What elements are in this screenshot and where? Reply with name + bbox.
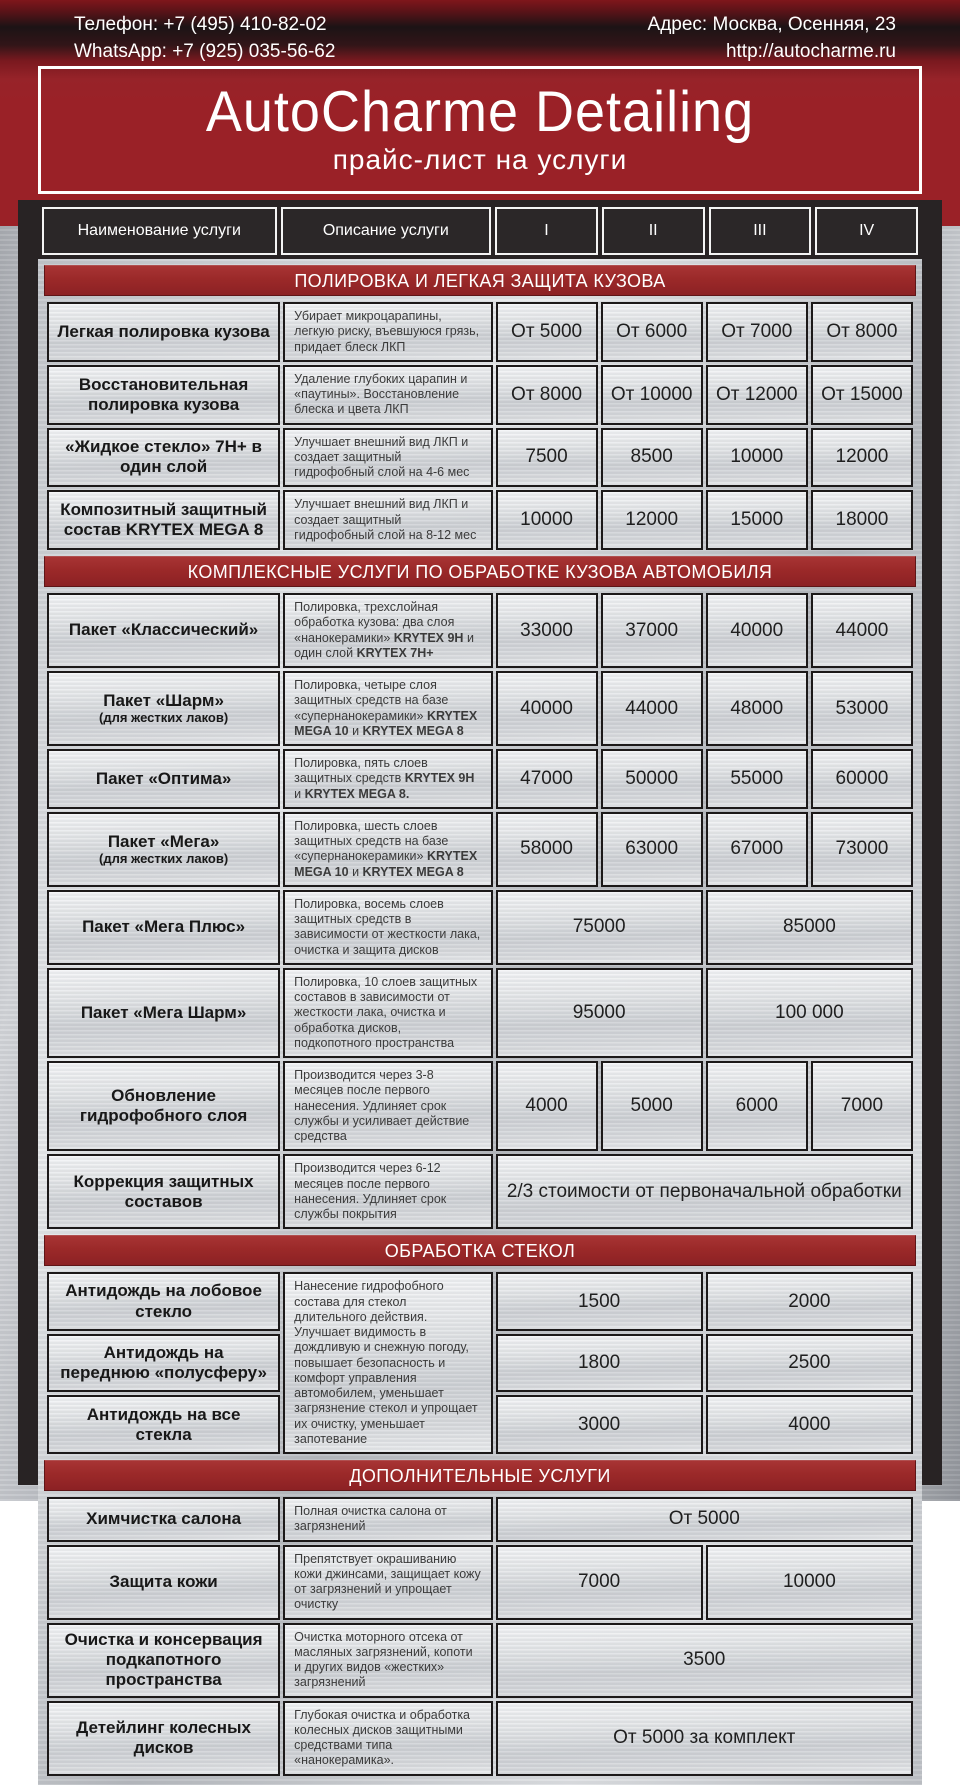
price-value: 60000	[811, 749, 913, 809]
section-banner: КОМПЛЕКСНЫЕ УСЛУГИ ПО ОБРАБОТКЕ КУЗОВА АВТОМОБИЛЯ	[44, 556, 916, 587]
service-name: Защита кожи	[47, 1545, 280, 1620]
price-value: 7000	[496, 1545, 703, 1620]
service-description: Полировка, восемь слоев защитных средств в зависимости от жесткости лака, очистка и защита дисков	[283, 890, 492, 965]
service-name: Композитный защитный состав KRYTEX MEGA 8	[47, 490, 280, 550]
table-row	[47, 749, 913, 809]
service-name: Пакет «Классический»	[47, 593, 280, 668]
title-box	[38, 66, 922, 194]
price-value: 50000	[601, 749, 703, 809]
service-description: Глубокая очистка и обработка колесных дисков защитными средствами типа «нанокерамика».	[283, 1701, 492, 1776]
price-value: От 5000 за комплект	[496, 1701, 913, 1776]
price-value: 85000	[706, 890, 913, 965]
price-value: 15000	[706, 490, 808, 550]
service-name: Химчистка салона	[47, 1497, 280, 1542]
section-banner: ДОПОЛНИТЕЛЬНЫЕ УСЛУГИ	[44, 1460, 916, 1491]
column-header-class-3: III	[709, 207, 812, 255]
price-value: От 15000	[811, 365, 913, 425]
price-value: От 8000	[496, 365, 598, 425]
price-value: 44000	[811, 593, 913, 668]
service-description: Улучшает внешний вид ЛКП и создает защитный гидрофобный слой на 8-12 мес	[283, 490, 492, 550]
contact-block-left	[74, 11, 335, 65]
service-name: Очистка и консервация подкапотного пространства	[47, 1623, 280, 1698]
price-value: 6000	[706, 1061, 808, 1151]
price-value: 5000	[601, 1061, 703, 1151]
service-description: Полировка, трехслойная обработка кузова: два слоя «нанокерамики» KRYTEX 9H и один слой KRYTEX 7H+	[283, 593, 492, 668]
price-value: 33000	[496, 593, 598, 668]
table-row	[47, 1497, 913, 1542]
service-name: Обновление гидрофобного слоя	[47, 1061, 280, 1151]
header-row	[42, 207, 918, 255]
price-value: 2/3 стоимости от первоначальной обработки	[496, 1154, 913, 1229]
service-name: Пакет «Оптима»	[47, 749, 280, 809]
table-row	[47, 365, 913, 425]
price-value: 7500	[496, 428, 598, 488]
price-value: 44000	[601, 671, 703, 746]
table-row	[47, 490, 913, 550]
price-value: 53000	[811, 671, 913, 746]
price-value: 75000	[496, 890, 703, 965]
brand-title: AutoCharme Detailing	[205, 80, 755, 144]
price-value: 4000	[706, 1395, 913, 1454]
price-table-panel	[18, 200, 942, 1768]
contact-address: Адрес: Москва, Осенняя, 23	[647, 14, 896, 35]
price-value: 3500	[496, 1623, 913, 1698]
price-value: 8500	[601, 428, 703, 488]
section-banner: ОБРАБОТКА СТЕКОЛ	[44, 1235, 916, 1266]
price-value: 12000	[811, 428, 913, 488]
price-value: 40000	[706, 593, 808, 668]
column-header-row	[38, 207, 922, 255]
price-value: 48000	[706, 671, 808, 746]
table-row	[47, 968, 913, 1058]
price-value: 10000	[496, 490, 598, 550]
service-description: Убирает микроцарапины, легкую риску, въевшуюся грязь, придает блеск ЛКП	[283, 302, 492, 362]
price-value: От 7000	[706, 302, 808, 362]
price-value: 58000	[496, 812, 598, 887]
price-value: 55000	[706, 749, 808, 809]
service-name: Антидождь на лобовое стекло	[47, 1272, 280, 1331]
contact-block-right	[648, 11, 896, 65]
service-name: Восстановительная полировка кузова	[47, 365, 280, 425]
section-banner: ПОЛИРОВКА И ЛЕГКАЯ ЗАЩИТА КУЗОВА	[44, 265, 916, 296]
price-value: 1500	[496, 1272, 703, 1331]
service-description: Производится через 6-12 месяцев после первого нанесения. Удлиняет срок службы покрытия	[283, 1154, 492, 1229]
service-description: Полировка, шесть слоев защитных средств на базе «супернанокерамики» KRYTEX MEGA 10 и KRYTEX MEGA 8	[283, 812, 492, 887]
service-description: Очистка моторного отсека от масляных загрязнений, копоти и других видов «жестких» загрязнений	[283, 1623, 492, 1698]
column-header-class-2: II	[602, 207, 705, 255]
table-row	[47, 890, 913, 965]
table-row	[47, 1061, 913, 1151]
contact-website-link[interactable]: http://autocharme.ru	[725, 41, 896, 62]
price-value: 1800	[496, 1334, 703, 1393]
table-row	[47, 1701, 913, 1776]
price-value: От 6000	[601, 302, 703, 362]
price-value: От 8000	[811, 302, 913, 362]
brand-subtitle: прайс-лист на услуги	[332, 144, 628, 175]
table-row	[47, 1623, 913, 1698]
price-value: 67000	[706, 812, 808, 887]
service-name: Пакет «Мега Плюс»	[47, 890, 280, 965]
price-table-sections	[38, 259, 922, 1785]
table-row	[47, 428, 913, 488]
service-description: Производится через 3-8 месяцев после первого нанесения. Удлиняет срок службы и усиливает действие средства	[283, 1061, 492, 1151]
price-value: От 12000	[706, 365, 808, 425]
service-name: Антидождь на переднюю «полусферу»	[47, 1334, 280, 1393]
column-header-class-1: I	[495, 207, 598, 255]
service-name: Пакет «Мега» (для жестких лаков)	[47, 812, 280, 887]
price-value: 10000	[706, 428, 808, 488]
price-value: 47000	[496, 749, 598, 809]
service-description: Полная очистка салона от загрязнений	[283, 1497, 492, 1542]
table-row	[47, 671, 913, 746]
service-description: Улучшает внешний вид ЛКП и создает защитный гидрофобный слой на 4-6 мес	[283, 428, 492, 488]
table-row	[47, 1545, 913, 1620]
contact-whatsapp: WhatsApp: +7 (925) 035-56-62	[74, 41, 336, 62]
price-value: 73000	[811, 812, 913, 887]
service-description: Полировка, пять слоев защитных средств KRYTEX 9H и KRYTEX MEGA 8.	[283, 749, 492, 809]
price-value: 4000	[496, 1061, 598, 1151]
section-table	[44, 590, 916, 1232]
table-row	[47, 1154, 913, 1229]
section-table	[44, 1269, 916, 1457]
section-table	[44, 1494, 916, 1779]
service-name: Легкая полировка кузова	[47, 302, 280, 362]
price-value: 2000	[706, 1272, 913, 1331]
service-description: Препятствует окрашиванию кожи джинсами, защищает кожу от загрязнений и упрощает очистку	[283, 1545, 492, 1620]
price-value: 2500	[706, 1334, 913, 1393]
column-header-service-name: Наименование услуги	[42, 207, 277, 255]
service-description: Полировка, четыре слоя защитных средств на базе «супернанокерамики» KRYTEX MEGA 10 и KRYTEX MEGA 8	[283, 671, 492, 746]
table-row	[47, 593, 913, 668]
service-name: Антидождь на все стекла	[47, 1395, 280, 1454]
service-name: Коррекция защитных составов	[47, 1154, 280, 1229]
column-header-class-4: IV	[815, 207, 918, 255]
price-value: 7000	[811, 1061, 913, 1151]
service-description: Полировка, 10 слоев защитных составов в зависимости от жесткости лака, очистка и обработка дисков, подкопотного пространства	[283, 968, 492, 1058]
service-name: Детейлинг колесных дисков	[47, 1701, 280, 1776]
price-value: От 5000	[496, 1497, 913, 1542]
price-value: 63000	[601, 812, 703, 887]
price-value: 95000	[496, 968, 703, 1058]
column-header-description: Описание услуги	[281, 207, 492, 255]
service-name: Пакет «Мега Шарм»	[47, 968, 280, 1058]
table-row	[47, 812, 913, 887]
price-value: 10000	[706, 1545, 913, 1620]
service-description: Нанесение гидрофобного состава для стекол длительного действия. Улучшает видимость в дождливую и снежную погоду, повышает безопасность и комфорт управления автомобилем, уменьшает загрязнение стекол и упрощает их очистку, уменьшает запотевание	[283, 1272, 492, 1454]
service-name: «Жидкое стекло» 7H+ в один слой	[47, 428, 280, 488]
price-value: 3000	[496, 1395, 703, 1454]
price-value: От 10000	[601, 365, 703, 425]
price-value: 100 000	[706, 968, 913, 1058]
header-banner	[0, 0, 960, 226]
price-value: 40000	[496, 671, 598, 746]
price-value: 37000	[601, 593, 703, 668]
price-value: От 5000	[496, 302, 598, 362]
service-description: Удаление глубоких царапин и «паутины». Восстановление блеска и цвета ЛКП	[283, 365, 492, 425]
contact-phone: Телефон: +7 (495) 410-82-02	[74, 14, 327, 35]
service-name: Пакет «Шарм» (для жестких лаков)	[47, 671, 280, 746]
price-value: 18000	[811, 490, 913, 550]
table-row	[47, 302, 913, 362]
section-table	[44, 299, 916, 553]
price-value: 12000	[601, 490, 703, 550]
table-row	[47, 1272, 913, 1331]
